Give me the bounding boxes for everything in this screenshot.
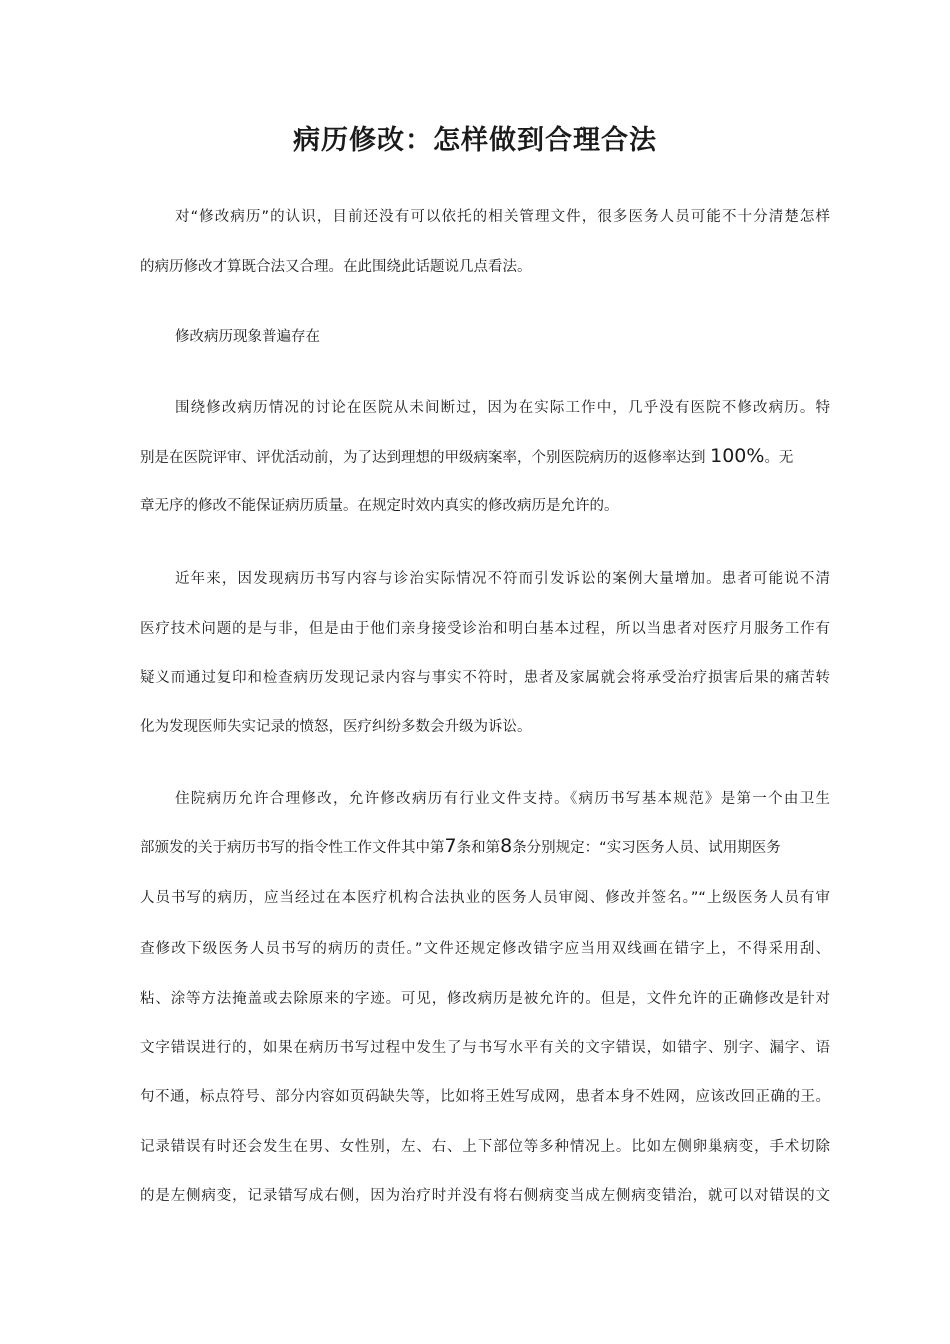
- paragraph-line: [140, 836, 830, 858]
- article-number: 7: [444, 835, 457, 857]
- paragraph-line: 疑义而通过复印和检查病历发现记录内容与事实不符时，患者及家属就会将承受治疗损害后果的痛苦转: [140, 670, 830, 686]
- line-text: 条和第: [456, 840, 501, 856]
- paragraph-line: 医疗技术问题的是与非，但是由于他们亲身接受诊治和明白基本过程，所以当患者对医疗月服务工作有: [140, 621, 830, 637]
- percent-value: 100%: [710, 445, 765, 467]
- paragraph-line: 查修改下级医务人员书写的病历的责任。”文件还规定修改错字应当用双线画在错字上，不得采用刮、: [140, 941, 830, 957]
- section-heading: 修改病历现象普遍存在: [175, 329, 320, 345]
- paragraph-line: 的病历修改才算既合法又合理。在此围绕此话题说几点看法。: [140, 259, 532, 275]
- paragraph-line: 围绕修改病历情况的讨论在医院从未间断过，因为在实际工作中，几乎没有医院不修改病历。特: [175, 400, 830, 416]
- paragraph-line: 的是左侧病变，记录错写成右侧，因为治疗时并没有将右侧病变当成左侧病变错治，就可以对错误的文: [140, 1188, 830, 1204]
- article-number: 8: [500, 835, 513, 857]
- paragraph-line: 记录错误有时还会发生在男、女性别，左、右、上下部位等多种情况上。比如左侧卵巢病变，手术切除: [140, 1139, 830, 1155]
- paragraph-line: 住院病历允许合理修改，允许修改病历有行业文件支持。《病历书写基本规范》是第一个由卫生: [175, 791, 830, 807]
- line-text: 部颁发的关于病历书写的指令性工作文件其中第: [140, 840, 445, 856]
- paragraph-line: 句不通，标点符号、部分内容如页码缺失等，比如将王姓写成网，患者本身不姓网，应该改回正确的王。: [140, 1089, 830, 1105]
- paragraph-line: 人员书写的病历，应当经过在本医疗机构合法执业的医务人员审阅、修改并签名。”“上级医务人员有审: [140, 890, 830, 906]
- paragraph-line: 近年来，因发现病历书写内容与诊治实际情况不符而引发诉讼的案例大量增加。患者可能说不清: [175, 571, 830, 587]
- paragraph-line: 化为发现医师失实记录的愤怒，医疗纠纷多数会升级为诉讼。: [140, 719, 532, 735]
- line-text: 别是在医院评审、评优活动前，为了达到理想的甲级病案率，个别医院病历的返修率达到: [140, 450, 706, 466]
- line-text: 条分别规定：“实习医务人员、试用期医务: [512, 840, 781, 856]
- document-title: 病历修改：怎样做到合理合法: [293, 125, 657, 156]
- paragraph-line: 章无序的修改不能保证病历质量。在规定时效内真实的修改病历是允许的。: [140, 498, 619, 514]
- paragraph-line: 粘、涂等方法掩盖或去除原来的字迹。可见，修改病历是被允许的。但是，文件允许的正确修改是针对: [140, 991, 830, 1007]
- line-text: 。无: [764, 450, 794, 466]
- paragraph-line: [140, 446, 830, 468]
- paragraph-line: 对“修改病历”的认识，目前还没有可以依托的相关管理文件，很多医务人员可能不十分清楚怎样: [175, 209, 830, 225]
- paragraph-line: 文字错误进行的，如果在病历书写过程中发生了与书写水平有关的文字错误，如错字、别字、漏字、语: [140, 1040, 830, 1056]
